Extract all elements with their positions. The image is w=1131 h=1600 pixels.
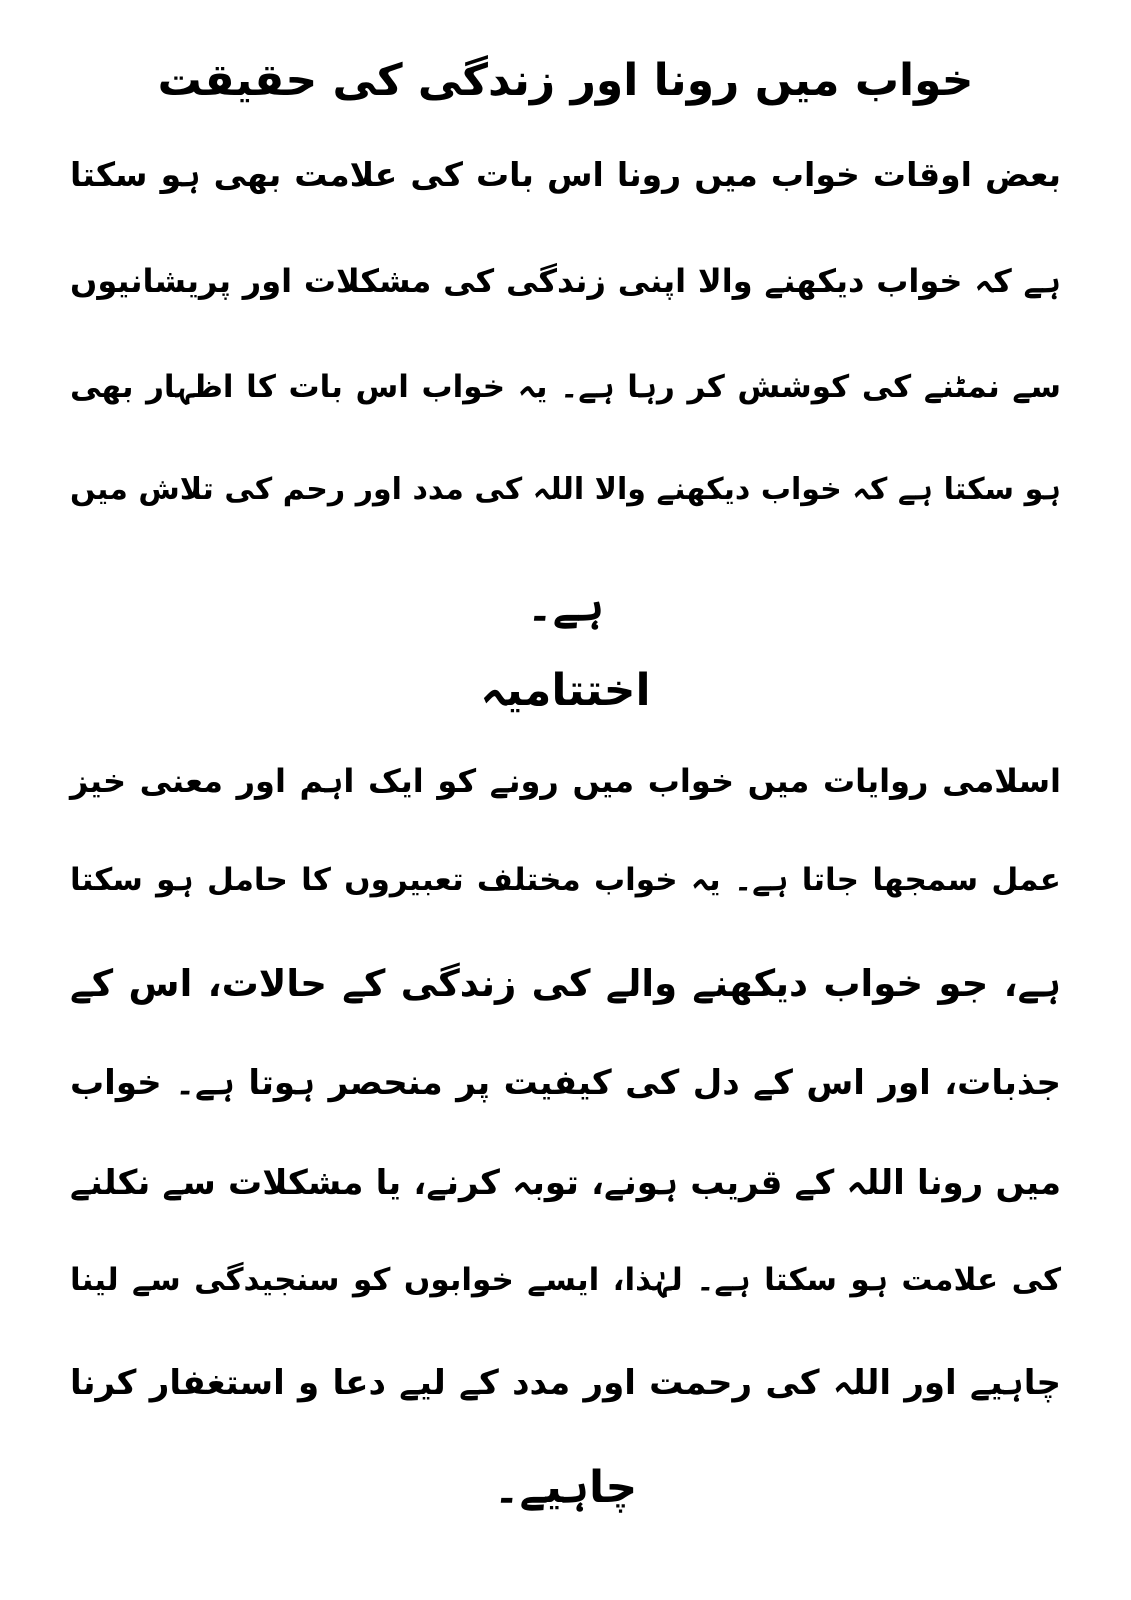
section-heading-conclusion: اختتامیہ [480, 665, 651, 716]
paragraph-line: بعض اوقات خواب میں رونا اس بات کی علامت بھی ہو سکتا [70, 155, 1061, 194]
paragraph-line: ہے کہ خواب دیکھنے والا اپنی زندگی کی مشکلات اور پریشانیوں [70, 262, 1061, 300]
paragraph-line-end: ہے۔ [526, 580, 605, 631]
paragraph-line: عمل سمجھا جاتا ہے۔ یہ خواب مختلف تعبیروں کا حامل ہو سکتا [70, 862, 1061, 898]
section-heading-crying-in-dreams: خواب میں رونا اور زندگی کی حقیقت [157, 55, 974, 106]
paragraph-line: ہے، جو خواب دیکھنے والے کی زندگی کے حالات، اس کے [70, 962, 1061, 1005]
paragraph-line: میں رونا اللہ کے قریب ہونے، توبہ کرنے، یا مشکلات سے نکلنے [70, 1163, 1061, 1203]
paragraph-line: ہو سکتا ہے کہ خواب دیکھنے والا اللہ کی مدد اور رحم کی تلاش میں [70, 472, 1061, 507]
paragraph-line: چاہیے اور اللہ کی رحمت اور مدد کے لیے دعا و استغفار کرنا [70, 1363, 1061, 1403]
paragraph-line: سے نمٹنے کی کوشش کر رہا ہے۔ یہ خواب اس بات کا اظہار بھی [70, 369, 1061, 405]
paragraph-line: کی علامت ہو سکتا ہے۔ لہٰذا، ایسے خوابوں کو سنجیدگی سے لینا [70, 1262, 1061, 1298]
paragraph-line: اسلامی روایات میں خواب میں رونے کو ایک اہم اور معنی خیز [70, 762, 1061, 800]
paragraph-line: جذبات، اور اس کے دل کی کیفیت پر منحصر ہوتا ہے۔ خواب [70, 1063, 1061, 1103]
paragraph-line-end: چاہیے۔ [493, 1462, 638, 1513]
